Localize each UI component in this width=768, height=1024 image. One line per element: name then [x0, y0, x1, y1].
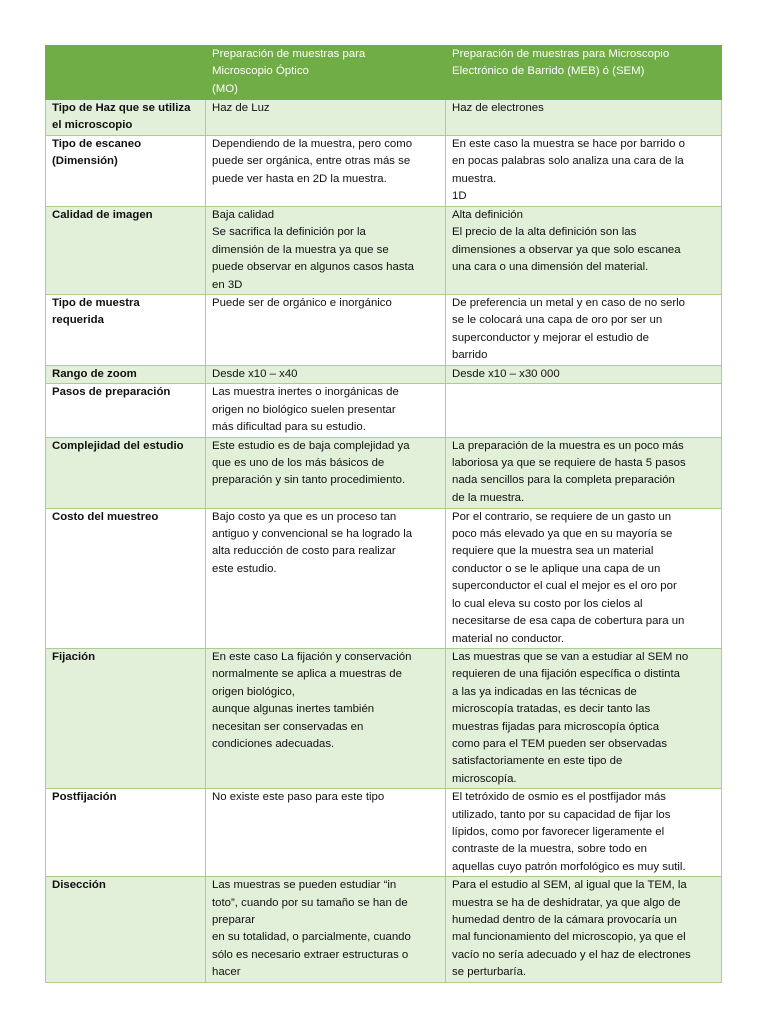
sem-cell: Por el contrario, se requiere de un gasto un poco más elevado ya que en su mayoría se requiere que la muestra sea un material conductor o se le aplique una capa de un superconductor el cual el mejor es el oro por lo cual eleva su costo por los cielos al necesitarse de esa capa de cobertura para un material no conductor. [446, 508, 722, 648]
table-row [46, 648, 722, 788]
sem-cell: Desde x10 – x30 000 [446, 366, 722, 384]
row-label: Costo del muestreo [46, 508, 206, 648]
table-row [46, 100, 722, 136]
row-label: Calidad de imagen [46, 207, 206, 295]
mo-cell: Desde x10 – x40 [206, 366, 446, 384]
row-label: Disección [46, 877, 206, 983]
header-empty-cell [46, 46, 206, 100]
row-label: Complejidad del estudio [46, 437, 206, 508]
sem-cell [446, 384, 722, 437]
table-row [46, 384, 722, 437]
mo-cell: Dependiendo de la muestra, pero como puede ser orgánica, entre otras más se puede ver hasta en 2D la muestra. [206, 136, 446, 207]
sem-cell: Haz de electrones [446, 100, 722, 136]
row-label: Rango de zoom [46, 366, 206, 384]
mo-cell: En este caso La fijación y conservación normalmente se aplica a muestras de origen biológico, aunque algunas inertes también necesitan ser conservadas en condiciones adecuadas. [206, 648, 446, 788]
sem-cell: El tetróxido de osmio es el postfijador más utilizado, tanto por su capacidad de fijar los lípidos, como por favorecer ligeramente el contraste de la muestra, sobre todo en aquellas cuyo patrón morfológico es muy sutil. [446, 789, 722, 877]
mo-cell: Baja calidad Se sacrifica la definición por la dimensión de la muestra ya que se puede observar en algunos casos hasta en 3D [206, 207, 446, 295]
comparison-table [45, 45, 722, 983]
mo-cell: Bajo costo ya que es un proceso tan antiguo y convencional se ha logrado la alta reducción de costo para realizar este estudio. [206, 508, 446, 648]
mo-cell: Puede ser de orgánico e inorgánico [206, 295, 446, 366]
mo-cell: Este estudio es de baja complejidad ya que es uno de los más básicos de preparación y sin tanto procedimiento. [206, 437, 446, 508]
table-row [46, 877, 722, 983]
header-row [46, 46, 722, 100]
row-label: Postfijación [46, 789, 206, 877]
mo-cell: No existe este paso para este tipo [206, 789, 446, 877]
sem-cell: De preferencia un metal y en caso de no serlo se le colocará una capa de oro por ser un superconductor y mejorar el estudio de barrido [446, 295, 722, 366]
sem-cell: La preparación de la muestra es un poco más laboriosa ya que se requiere de hasta 5 pasos nada sencillos para la completa preparación de la muestra. [446, 437, 722, 508]
row-label: Pasos de preparación [46, 384, 206, 437]
sem-cell: Para el estudio al SEM, al igual que la TEM, la muestra se ha de deshidratar, ya que algo de humedad dentro de la cámara provocaría un mal funcionamiento del microscopio, ya que el vacío no sería adecuado y el haz de electrones se perturbaría. [446, 877, 722, 983]
header-optical-microscope: Preparación de muestras para Microscopio Óptico (MO) [206, 46, 446, 100]
row-label: Tipo de escaneo (Dimensión) [46, 136, 206, 207]
row-label: Tipo de muestra requerida [46, 295, 206, 366]
header-sem-microscope: Preparación de muestras para Microscopio Electrónico de Barrido (MEB) ó (SEM) [446, 46, 722, 100]
table-row [46, 136, 722, 207]
sem-cell: Las muestras que se van a estudiar al SEM no requieren de una fijación específica o distinta a las ya indicadas en las técnicas de microscopía tratadas, es decir tanto las muestras fijadas para microscopía óptica como para el TEM pueden ser observadas satisfactoriamente en este tipo de microscopía. [446, 648, 722, 788]
table-row [46, 295, 722, 366]
table-row [46, 207, 722, 295]
table-row [46, 508, 722, 648]
sem-cell: En este caso la muestra se hace por barrido o en pocas palabras solo analiza una cara de la muestra. 1D [446, 136, 722, 207]
mo-cell: Las muestras se pueden estudiar “in toto”, cuando por su tamaño se han de preparar en su totalidad, o parcialmente, cuando sólo es necesario extraer estructuras o hacer [206, 877, 446, 983]
mo-cell: Las muestra inertes o inorgánicas de origen no biológico suelen presentar más dificultad para su estudio. [206, 384, 446, 437]
table-row [46, 437, 722, 508]
mo-cell: Haz de Luz [206, 100, 446, 136]
sem-cell: Alta definición El precio de la alta definición son las dimensiones a observar ya que solo escanea una cara o una dimensión del material. [446, 207, 722, 295]
table-row [46, 789, 722, 877]
row-label: Tipo de Haz que se utiliza el microscopio [46, 100, 206, 136]
row-label: Fijación [46, 648, 206, 788]
table-row [46, 366, 722, 384]
